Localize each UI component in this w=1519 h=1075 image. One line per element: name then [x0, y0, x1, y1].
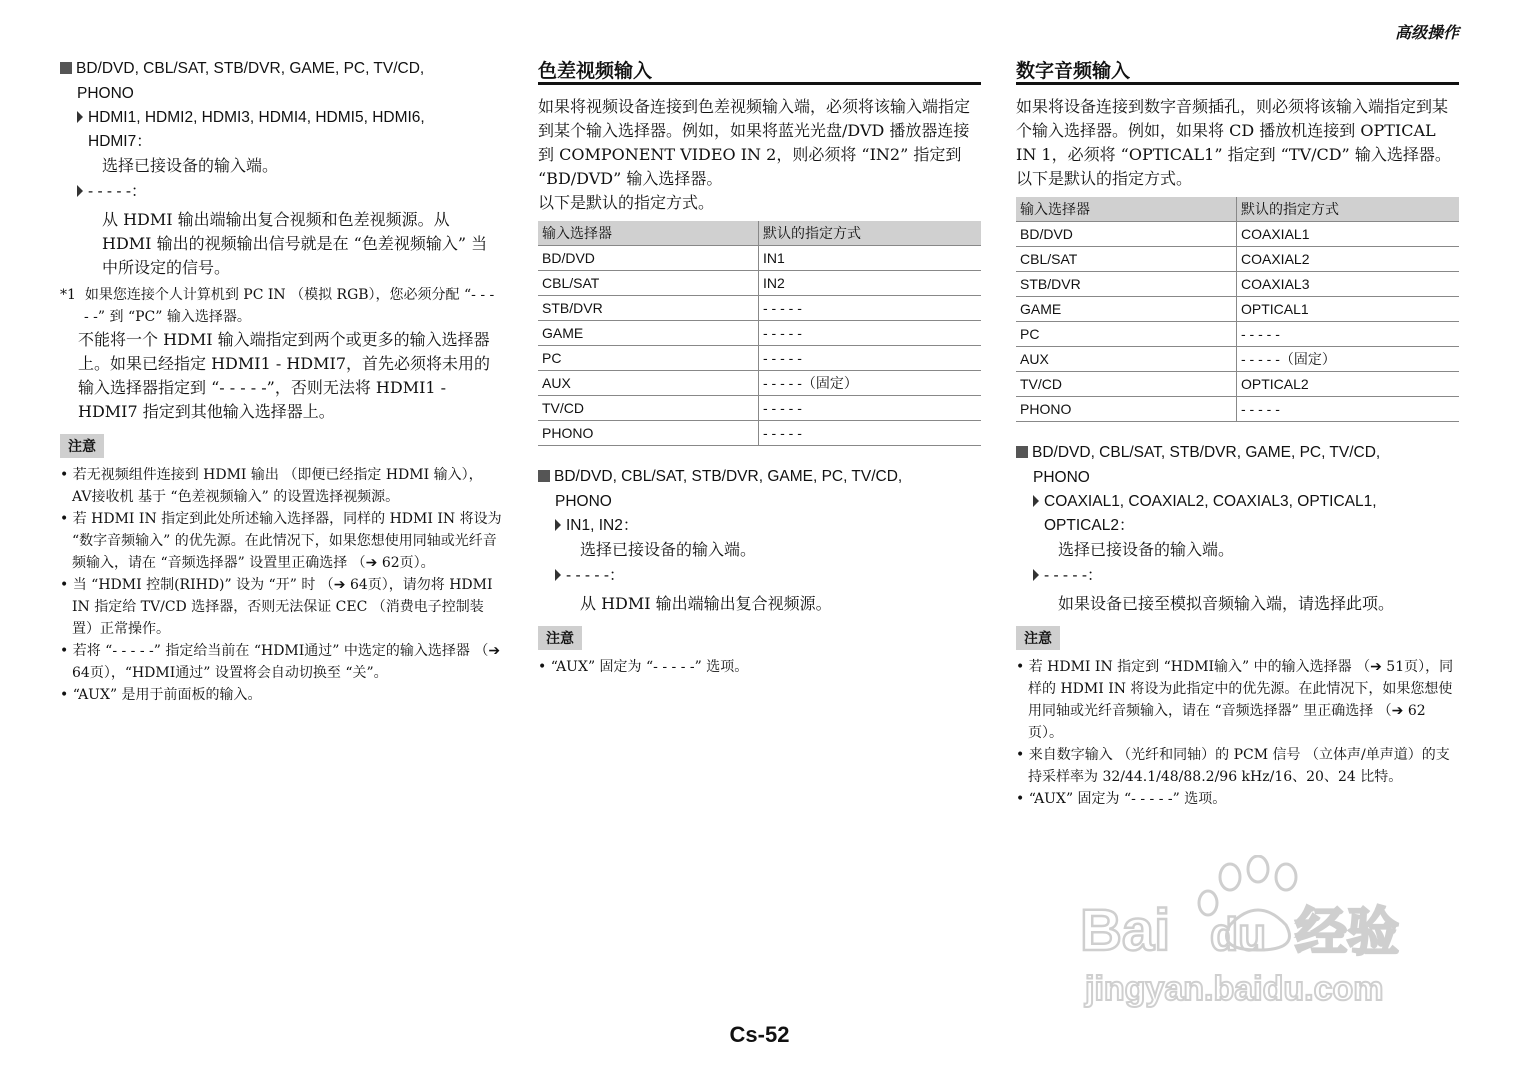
table-header-row: [1016, 197, 1459, 222]
option-label: - - - - -：: [1044, 567, 1103, 584]
category-line: BD/DVD, CBL/SAT, STB/DVR, GAME, PC, TV/CD,: [554, 468, 903, 485]
table-cell: IN1: [759, 246, 982, 271]
section-intro-2: 以下是默认的指定方式。: [538, 193, 715, 212]
triangle-bullet-icon: [555, 569, 561, 581]
table-cell: COAXIAL1: [1237, 222, 1460, 247]
option-description: 选择已接设备的输入端。: [1058, 540, 1235, 559]
option-description: 从 HDMI 输出端输出复合视频和色差视频源。从 HDMI 输出的视频输出信号就是在 “色差视频输入” 当中所设定的信号。: [102, 210, 488, 277]
table-cell: - - - - -: [759, 296, 982, 321]
category-line: PHONO: [1033, 469, 1090, 486]
category-line: PHONO: [77, 85, 134, 102]
table-row: [1016, 222, 1459, 247]
table-row: [1016, 397, 1459, 422]
column-left: [60, 56, 502, 706]
table-cell: OPTICAL2: [1237, 372, 1460, 397]
watermark-url: jingyan.baidu.com: [1085, 970, 1384, 1008]
category-heading: [1016, 440, 1459, 490]
table-row: [1016, 372, 1459, 397]
note-label: 注意: [1016, 626, 1060, 650]
triangle-bullet-icon: [1033, 569, 1039, 581]
table-header: 默认的指定方式: [1237, 197, 1460, 222]
assignment-table: [1016, 197, 1459, 422]
table-header: 默认的指定方式: [759, 221, 982, 246]
option-description: 从 HDMI 输出端输出复合视频源。: [580, 594, 832, 613]
watermark-text: du: [1210, 908, 1267, 960]
table-cell: GAME: [538, 321, 759, 346]
list-item: • 若 HDMI IN 指定到 “HDMI输入” 中的输入选择器 （➔ 51页），同样的 HDMI IN 将设为此指定中的优先源。在此情况下，如果您想使用同轴或光纤音频输入，请在 “音频选择器” 里正确选择 （➔ 62页）。: [1016, 659, 1454, 741]
table-cell: PC: [1016, 322, 1237, 347]
table-cell: GAME: [1016, 297, 1237, 322]
watermark-text: Bai: [1080, 898, 1171, 963]
page-number: Cs-52: [729, 1022, 790, 1047]
watermark-text: 经验: [1295, 903, 1400, 963]
table-cell: TV/CD: [1016, 372, 1237, 397]
list-item: • “AUX” 是用于前面板的输入。: [60, 687, 262, 703]
option-label: OPTICAL2：: [1044, 517, 1135, 534]
section-title: 色差视频输入: [538, 56, 981, 85]
list-item: • “AUX” 固定为 “- - - - -” 选项。: [538, 659, 749, 675]
baidu-jingyan-watermark: [1080, 855, 1430, 1015]
category-line: PHONO: [555, 493, 612, 510]
category-line: BD/DVD, CBL/SAT, STB/DVR, GAME, PC, TV/CD,: [1032, 444, 1381, 461]
triangle-bullet-icon: [555, 519, 561, 531]
category-heading: [60, 56, 502, 106]
list-item: • 当 “HDMI 控制(RIHD)” 设为 “开” 时 （➔ 64页），请勿将 HDMI IN 指定给 TV/CD 选择器，否则无法保证 CEC （消费电子控制装置）正常操作。: [60, 577, 493, 637]
option-label: HDMI1, HDMI2, HDMI3, HDMI4, HDMI5, HDMI6,: [88, 109, 425, 126]
table-cell: STB/DVR: [538, 296, 759, 321]
page-header-title: 高级操作: [1394, 25, 1459, 42]
option-heading: [1016, 490, 1459, 538]
triangle-bullet-icon: [77, 185, 83, 197]
table-cell: IN2: [759, 271, 982, 296]
notes-list: [60, 464, 502, 706]
list-item: • “AUX” 固定为 “- - - - -” 选项。: [1016, 791, 1227, 807]
table-row: [1016, 272, 1459, 297]
table-row: [538, 421, 981, 446]
section-intro: 如果将视频设备连接到色差视频输入端，必须将该输入端指定到某个输入选择器。例如，如果将蓝光光盘/DVD 播放器连接到 COMPONENT VIDEO IN 2，则必须将 “IN2” 指定到 “BD/DVD” 输入选择器。: [538, 97, 971, 188]
option-heading: [538, 514, 981, 538]
section-intro-2: 以下是默认的指定方式。: [1016, 169, 1193, 188]
list-item: • 来自数字输入 （光纤和同轴）的 PCM 信号 （立体声/单声道）的支持采样率为 32/44.1/48/88.2/96 kHz/16、20、24 比特。: [1016, 747, 1450, 785]
table-row: [538, 246, 981, 271]
table-row: [538, 296, 981, 321]
table-row: [538, 321, 981, 346]
table-cell: - - - - -（固定）: [1237, 347, 1460, 372]
table-cell: BD/DVD: [538, 246, 759, 271]
square-bullet-icon: [60, 62, 72, 74]
table-cell: BD/DVD: [1016, 222, 1237, 247]
table-row: [1016, 247, 1459, 272]
triangle-bullet-icon: [77, 111, 83, 123]
column-right: [1016, 56, 1459, 810]
table-cell: COAXIAL3: [1237, 272, 1460, 297]
table-cell: - - - - -: [1237, 397, 1460, 422]
option-description: 选择已接设备的输入端。: [580, 540, 757, 559]
list-item: • 若无视频组件连接到 HDMI 输出 （即便已经指定 HDMI 输入），AV接收机 基于 “色差视频输入” 的设置选择视频源。: [60, 467, 483, 505]
footnote-text: 如果您连接个人计算机到 PC IN （模拟 RGB），您必须分配 “- - - - -” 到 “PC” 输入选择器。: [84, 287, 495, 325]
table-row: [1016, 297, 1459, 322]
option-heading: [1016, 564, 1459, 588]
footnote-mark: *1: [60, 287, 76, 303]
table-cell: - - - - -: [759, 421, 982, 446]
table-row: [1016, 347, 1459, 372]
table-cell: COAXIAL2: [1237, 247, 1460, 272]
table-cell: AUX: [1016, 347, 1237, 372]
triangle-bullet-icon: [1033, 495, 1039, 507]
option-label: IN1, IN2：: [566, 517, 639, 534]
option-label: - - - - -：: [566, 567, 625, 584]
option-heading: [60, 106, 502, 154]
notes-list: [538, 656, 981, 678]
table-cell: STB/DVR: [1016, 272, 1237, 297]
table-row: [1016, 322, 1459, 347]
table-header: 输入选择器: [1016, 197, 1237, 222]
option-heading: [60, 180, 502, 204]
table-cell: - - - - -: [759, 396, 982, 421]
notes-list: [1016, 656, 1459, 810]
footnote: [60, 284, 502, 328]
table-cell: TV/CD: [538, 396, 759, 421]
table-cell: PHONO: [538, 421, 759, 446]
table-row: [538, 271, 981, 296]
table-cell: - - - - -: [759, 346, 982, 371]
option-heading: [538, 564, 981, 588]
footnote-body: 不能将一个 HDMI 输入端指定到两个或更多的输入选择器上。如果已经指定 HDMI1 - HDMI7，首先必须将未用的输入选择器指定到 “- - - - -”，否则无法将 HDMI1 - HDMI7 指定到其他输入选择器上。: [78, 330, 490, 421]
table-cell: - - - - -: [759, 321, 982, 346]
option-label: HDMI7：: [88, 133, 152, 150]
assignment-table: [538, 221, 981, 446]
table-cell: - - - - -（固定）: [759, 371, 982, 396]
list-item: • 若 HDMI IN 指定到此处所述输入选择器，同样的 HDMI IN 将设为 “数字音频输入” 的优先源。在此情况下，如果您想使用同轴或光纤音频输入，请在 “音频选择器” 设置里正确选择 （➔ 62页）。: [60, 511, 502, 571]
table-row: [538, 346, 981, 371]
option-label: COAXIAL1, COAXIAL2, COAXIAL3, OPTICAL1,: [1044, 493, 1377, 510]
note-label: 注意: [60, 434, 104, 458]
table-cell: CBL/SAT: [1016, 247, 1237, 272]
section-title: 数字音频输入: [1016, 56, 1459, 85]
table-cell: OPTICAL1: [1237, 297, 1460, 322]
table-row: [538, 371, 981, 396]
table-cell: PHONO: [1016, 397, 1237, 422]
table-header: 输入选择器: [538, 221, 759, 246]
note-label: 注意: [538, 626, 582, 650]
table-cell: PC: [538, 346, 759, 371]
option-description: 选择已接设备的输入端。: [102, 156, 279, 175]
option-label: - - - - -：: [88, 183, 147, 200]
table-cell: CBL/SAT: [538, 271, 759, 296]
square-bullet-icon: [538, 470, 550, 482]
option-description: 如果设备已接至模拟音频输入端，请选择此项。: [1058, 594, 1395, 613]
table-cell: AUX: [538, 371, 759, 396]
square-bullet-icon: [1016, 446, 1028, 458]
section-intro: 如果将设备连接到数字音频插孔，则必须将该输入端指定到某个输入选择器。例如，如果将 CD 播放机连接到 OPTICAL IN 1，必须将 “OPTICAL1” 指定到 “TV/CD” 输入选择器。: [1016, 97, 1451, 164]
category-heading: [538, 464, 981, 514]
table-header-row: [538, 221, 981, 246]
category-line: BD/DVD, CBL/SAT, STB/DVR, GAME, PC, TV/CD,: [76, 60, 425, 77]
column-middle: [538, 56, 981, 678]
list-item: • 若将 “- - - - -” 指定给当前在 “HDMI通过” 中选定的输入选择器 （➔ 64页），“HDMI通过” 设置将会自动切换至 “关”。: [60, 643, 501, 681]
table-row: [538, 396, 981, 421]
table-cell: - - - - -: [1237, 322, 1460, 347]
